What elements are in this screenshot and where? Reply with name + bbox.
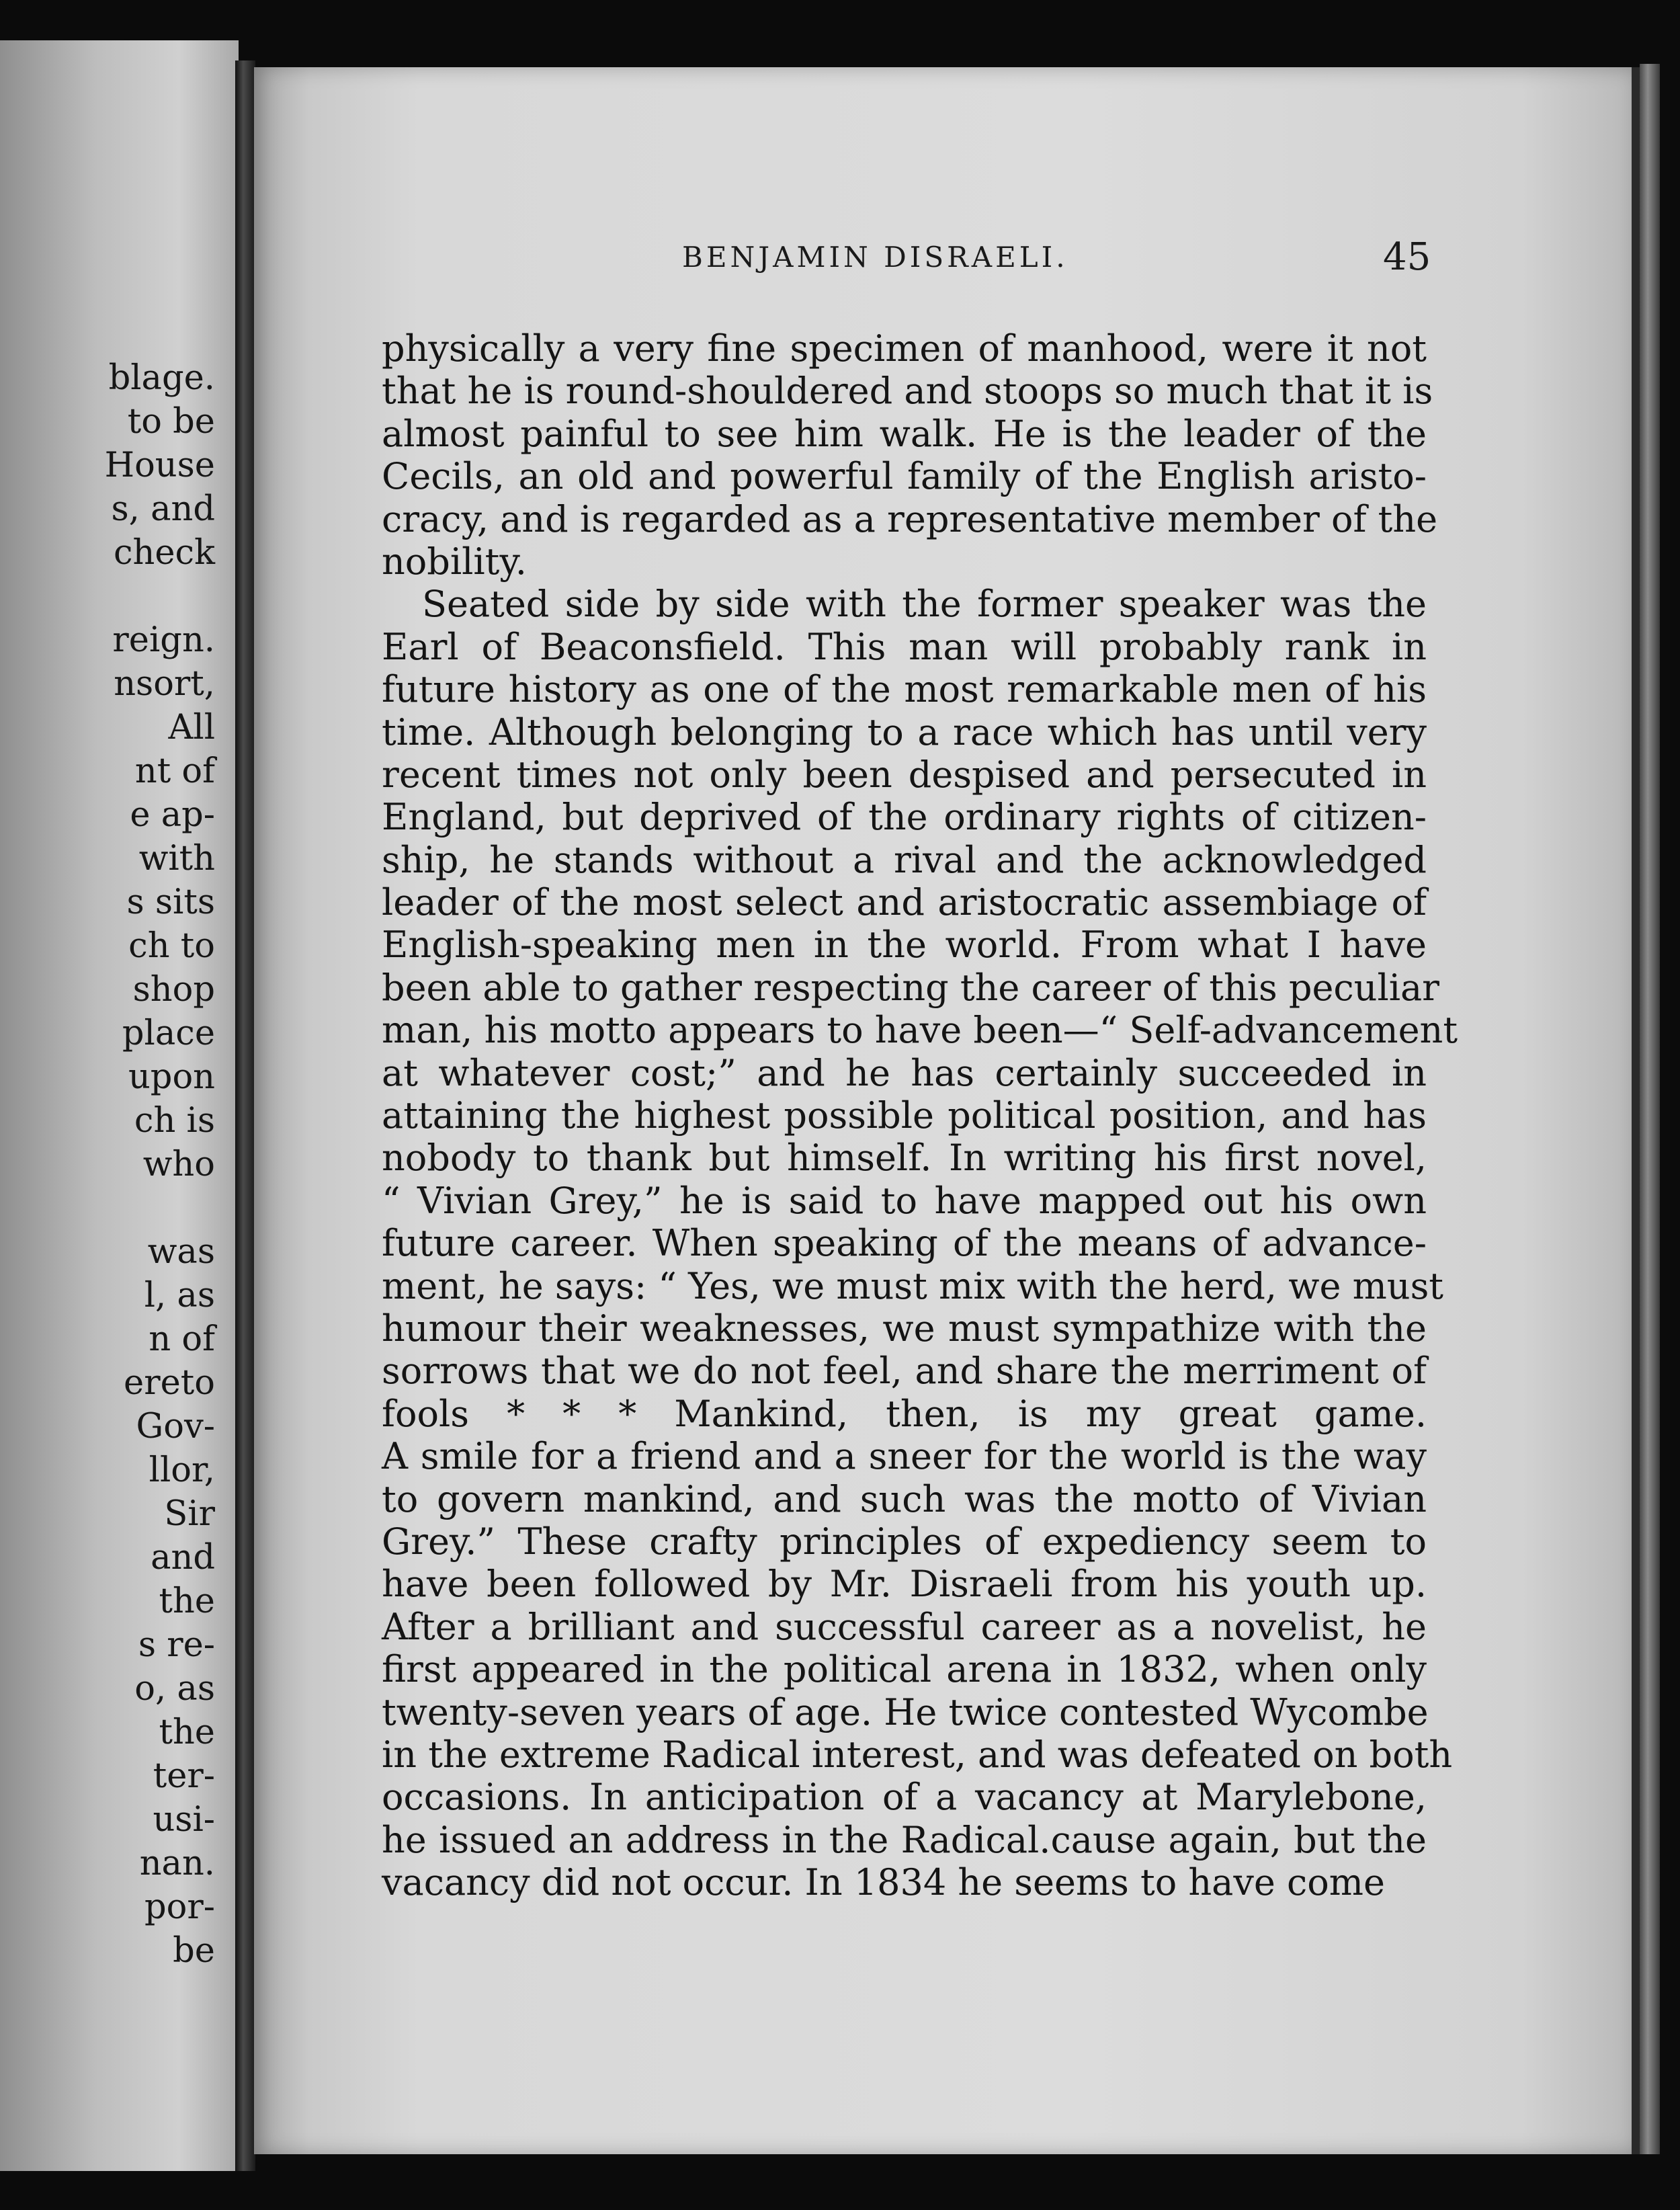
left-page-line: ch is: [134, 1101, 215, 1141]
left-page-line: nt of: [134, 751, 215, 791]
text-line: almost painful to see him walk. He is the leader of the: [382, 412, 1427, 455]
left-page-line: with: [138, 839, 215, 878]
text-line: After a brilliant and successful career as a novelist, he: [382, 1605, 1427, 1648]
left-page-line: s, and: [111, 489, 215, 529]
left-page-line: Gov-: [136, 1407, 215, 1446]
left-page-line: to be: [127, 402, 215, 442]
left-page-line: ter-: [153, 1756, 215, 1796]
left-page-line: the: [159, 1713, 215, 1752]
text-line: twenty-seven years of age. He twice contested Wycombe: [382, 1690, 1429, 1733]
text-line: time. Although belonging to a race which has until very: [382, 710, 1427, 753]
text-line: ship, he stands without a rival and the acknowledged: [382, 838, 1427, 881]
text-line: Grey.” These crafty principles of expediency seem to: [382, 1520, 1427, 1563]
left-page-line: n of: [149, 1319, 215, 1359]
text-line: fools * * * Mankind, then, is my great game.: [382, 1392, 1427, 1435]
text-line: physically a very fine specimen of manhood, were it not: [382, 327, 1427, 370]
left-page-line: shop: [132, 970, 215, 1010]
left-page-line: reign.: [112, 620, 215, 660]
left-page-line: who: [142, 1145, 215, 1184]
text-line: first appeared in the political arena in 1832, when only: [382, 1648, 1427, 1691]
left-page-text: [0, 356, 215, 1973]
text-line: Earl of Beaconsfield. This man will probably rank in: [382, 625, 1427, 668]
left-page-line: ereto: [124, 1363, 215, 1403]
left-page-line: [0, 1186, 215, 1230]
text-line: in the extreme Radical interest, and was defeated on both: [382, 1733, 1453, 1776]
text-line: he issued an address in the Radical.cause again, but the: [382, 1818, 1427, 1861]
left-page-line: House: [104, 446, 215, 485]
text-line: Cecils, an old and powerful family of the English aristo-: [382, 455, 1427, 498]
text-line: humour their weaknesses, we must sympathize with the: [382, 1307, 1427, 1350]
text-line: “ Vivian Grey,” he is said to have mapped out his own: [382, 1179, 1427, 1222]
text-line: been able to gather respecting the career of this peculiar: [382, 966, 1439, 1009]
left-page-line: s sits: [126, 883, 215, 922]
text-line: future career. When speaking of the means of advance-: [382, 1222, 1427, 1265]
left-page-line: e ap-: [130, 795, 215, 835]
left-page-line: usi-: [153, 1800, 215, 1840]
text-line: cracy, and is regarded as a representative member of the: [382, 497, 1438, 540]
text-line: occasions. In anticipation of a vacancy at Marylebone,: [382, 1776, 1427, 1819]
text-line: have been followed by Mr. Disraeli from his youth up.: [382, 1563, 1427, 1606]
text-line: ment, he says: “ Yes, we must mix with the herd, we must: [382, 1264, 1444, 1307]
left-page-line: l, as: [144, 1276, 215, 1315]
body-text: [382, 327, 1458, 1904]
left-page-line: por-: [144, 1887, 215, 1927]
left-page-line: place: [122, 1014, 215, 1053]
book-gutter: [235, 60, 255, 2171]
text-line: England, but deprived of the ordinary rights of citizen-: [382, 796, 1427, 839]
left-page-line: llor,: [149, 1450, 215, 1490]
text-line: man, his motto appears to have been—“ Self-advancement: [382, 1009, 1458, 1052]
left-page-line: be: [173, 1931, 215, 1971]
text-line: to govern mankind, and such was the motto of Vivian: [382, 1477, 1427, 1520]
left-page-line: blage.: [108, 358, 215, 398]
text-line: attaining the highest possible political position, and has: [382, 1094, 1427, 1137]
left-page-line: [0, 575, 215, 618]
left-page-line: Sir: [164, 1494, 215, 1534]
text-line: at whatever cost;” and he has certainly succeeded in: [382, 1051, 1427, 1094]
left-page-line: nan.: [139, 1844, 215, 1883]
text-line: leader of the most select and aristocratic assembiage of: [382, 881, 1427, 924]
text-line: recent times not only been despised and persecuted in: [382, 753, 1427, 796]
text-line: nobody to thank but himself. In writing his first novel,: [382, 1137, 1427, 1180]
text-line: vacancy did not occur. In 1834 he seems to have come: [382, 1861, 1385, 1904]
left-page-line: nsort,: [114, 664, 215, 704]
text-line: that he is round-shouldered and stoops so much that it is: [382, 370, 1433, 413]
left-page-line: and: [151, 1538, 215, 1578]
text-line: Seated side by side with the former speaker was the: [422, 583, 1427, 626]
page-edge: [1640, 64, 1660, 2154]
left-page-line: the: [159, 1582, 215, 1621]
left-page-line: o, as: [134, 1669, 215, 1709]
text-line: future history as one of the most remarkable men of his: [382, 668, 1427, 711]
text-line: nobility.: [382, 540, 527, 583]
running-head: BENJAMIN DISRAELI.: [682, 241, 1068, 274]
left-page: [0, 40, 239, 2171]
text-line: sorrows that we do not feel, and share the merriment of: [382, 1350, 1427, 1393]
left-page-line: s re-: [138, 1625, 215, 1665]
left-page-line: ch to: [128, 926, 215, 966]
left-page-line: was: [147, 1232, 215, 1272]
left-page-line: upon: [128, 1057, 215, 1097]
left-page-line: All: [168, 708, 215, 747]
text-line: A smile for a friend and a sneer for the world is the way: [382, 1435, 1427, 1478]
page-number: 45: [1383, 235, 1431, 279]
left-page-line: check: [113, 533, 215, 573]
text-line: English-speaking men in the world. From what I have: [382, 924, 1427, 967]
